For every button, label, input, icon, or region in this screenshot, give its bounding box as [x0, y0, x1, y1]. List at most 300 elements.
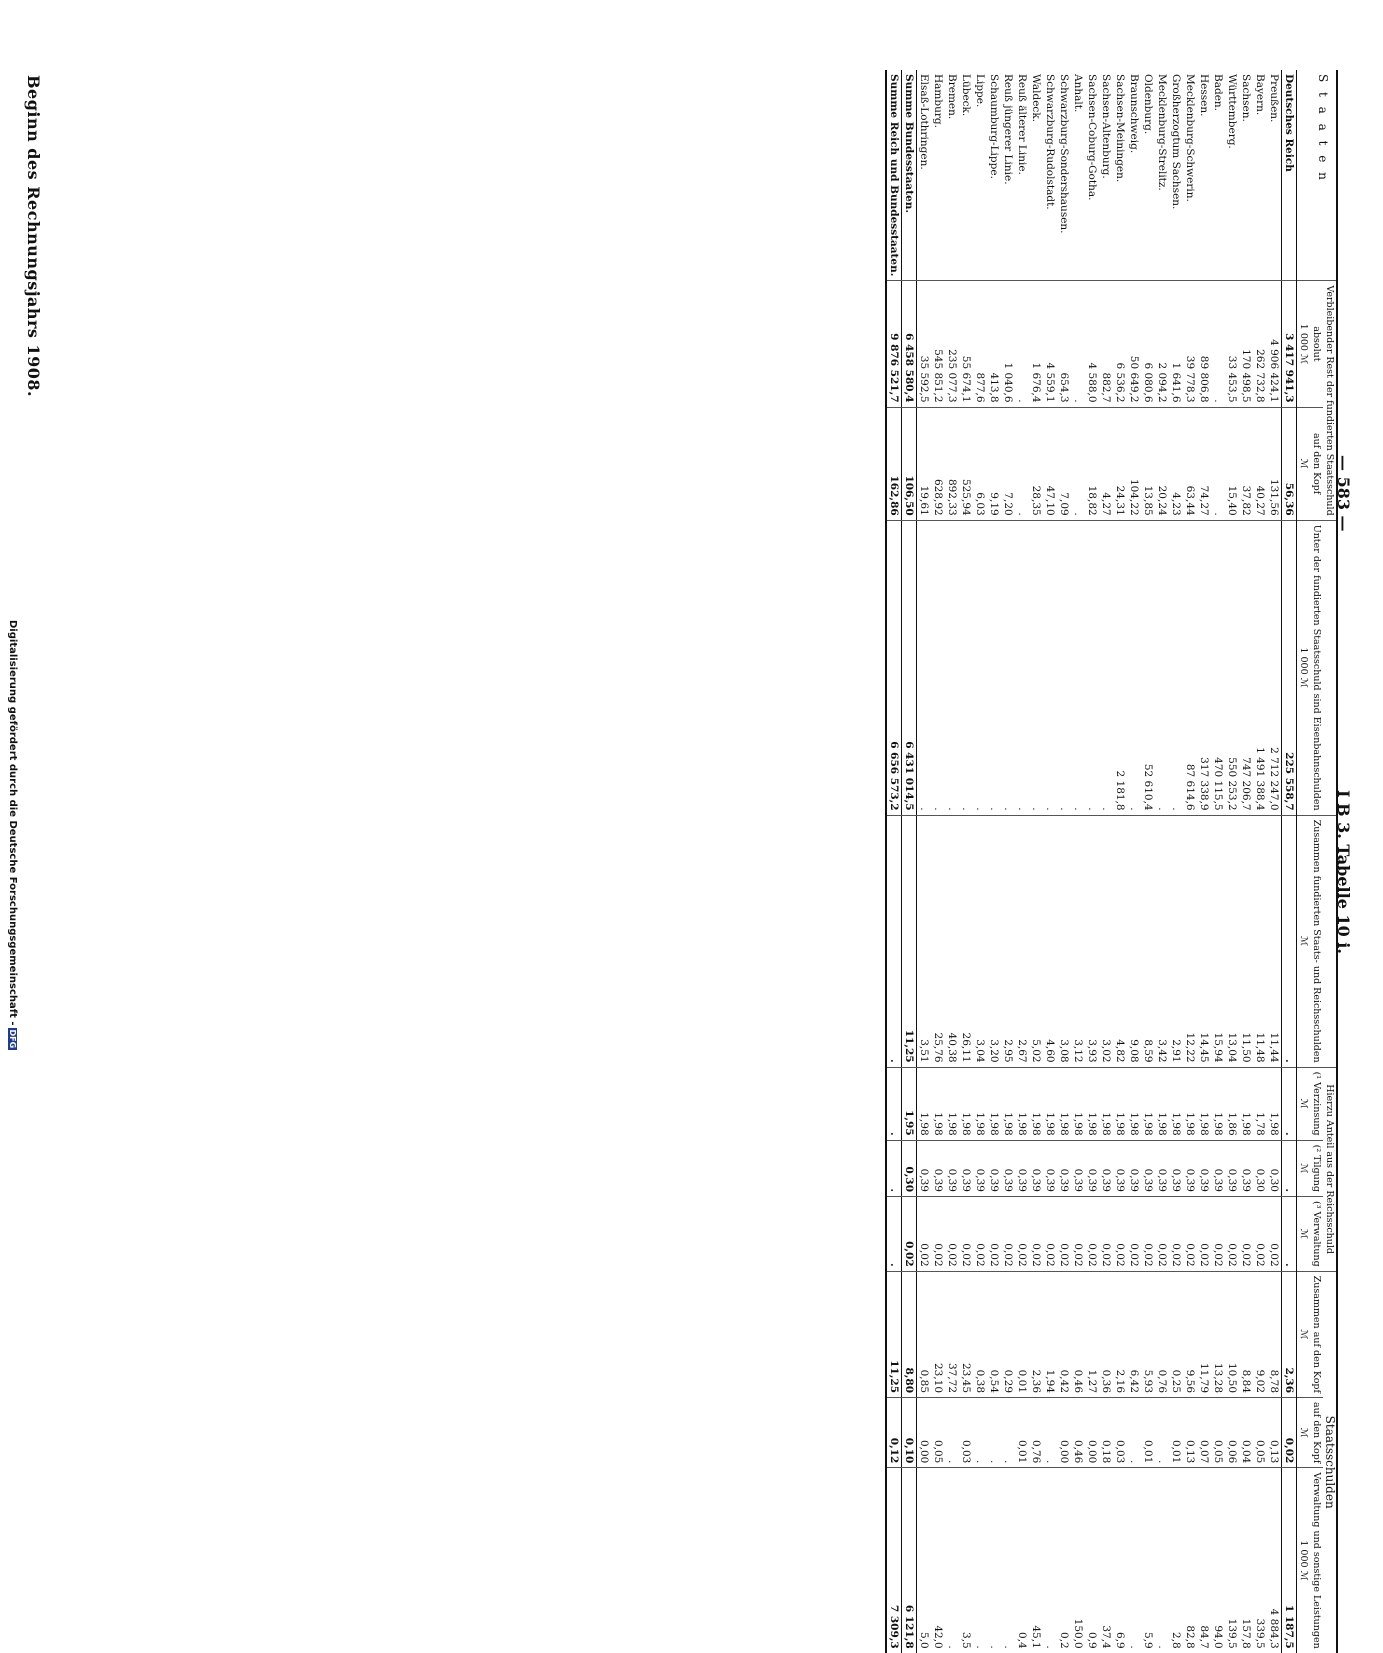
cell-zusammen: 40,38	[945, 815, 959, 1067]
cell-eisenbahn: .	[945, 520, 959, 815]
header-row-groups	[1323, 70, 1337, 1653]
state-name: Waldeck.	[1030, 74, 1042, 123]
cell-zusammen: 2,95	[1001, 815, 1015, 1067]
cell-absolut: 3 417 941,3	[1282, 281, 1297, 407]
state-name: Sachsen-Meiningen.	[1114, 74, 1126, 183]
cell-vkopf: 0,46	[1071, 1398, 1085, 1468]
cell-zkopf: 8,84	[1239, 1271, 1253, 1397]
cell-tilg: 0,39	[931, 1140, 945, 1196]
cell-verz: 1,98	[987, 1067, 1001, 1140]
table-row	[1001, 70, 1015, 1653]
state-name: Sachsen-Altenburg.	[1100, 74, 1112, 179]
cell-verw: 0,02	[1029, 1197, 1043, 1272]
debt-table	[885, 70, 1338, 1653]
cell-verz: 1,98	[1239, 1067, 1253, 1140]
cell-vkopf: 0,05	[1211, 1398, 1225, 1468]
state-name: Summe Bundesstaaten.	[902, 70, 917, 281]
state-name: Schwarzburg-Sondershausen.	[1058, 74, 1070, 234]
cell-zusammen: 12,22	[1183, 815, 1197, 1067]
cell-zusammen: 2,67	[1015, 815, 1029, 1067]
cell-absolut: 9 876 521,7	[886, 281, 902, 407]
cell-zkopf: 2,16	[1113, 1271, 1127, 1397]
cell-verw: 0,02	[1113, 1197, 1127, 1272]
table-row	[931, 70, 945, 1653]
cell-verz: 1,98	[1169, 1067, 1183, 1140]
cell-vkopf: 0,03	[959, 1398, 973, 1468]
sum-bundesstaaten-row	[902, 70, 917, 1653]
cell-tilg: 0,39	[987, 1140, 1001, 1196]
unit-absolut: 1 000 ℳ	[1297, 281, 1311, 407]
cell-verz: 1,98	[917, 1067, 932, 1140]
cell-kopf: .	[1071, 407, 1085, 520]
cell-absolut: 2 094,2	[1155, 281, 1169, 407]
cell-verz: 1,98	[1057, 1067, 1071, 1140]
cell-vsonst: 6,9	[1113, 1468, 1127, 1653]
state-name: Deutsches Reich	[1283, 74, 1295, 172]
state-name: Hamburg.	[932, 74, 944, 128]
dfg-logo-icon: DFG	[8, 1029, 17, 1049]
cell-verz: 1,98	[1211, 1067, 1225, 1140]
cell-eisenbahn: 550 253,2	[1225, 520, 1239, 815]
cell-verw: 0,02	[945, 1197, 959, 1272]
cell-zkopf: 8,80	[902, 1271, 917, 1397]
cell-kopf: 892,33	[945, 407, 959, 520]
cell-absolut: 89 806,8	[1197, 281, 1211, 407]
header-row-units	[1297, 70, 1311, 1653]
cell-verw: .	[1282, 1197, 1297, 1272]
digitization-credit	[7, 620, 18, 1050]
cell-absolut: 413,8	[987, 281, 1001, 407]
cell-absolut: 1 676,4	[1029, 281, 1043, 407]
cell-absolut: .	[1071, 281, 1085, 407]
cell-verw: 0,02	[987, 1197, 1001, 1272]
cell-eisenbahn: .	[1155, 520, 1169, 815]
cell-kopf: 628,92	[931, 407, 945, 520]
cell-absolut: 262 732,8	[1253, 281, 1267, 407]
cell-eisenbahn: .	[987, 520, 1001, 815]
cell-vsonst: 157,8	[1239, 1468, 1253, 1653]
table-row	[1043, 70, 1057, 1653]
cell-vkopf: 0,10	[902, 1398, 917, 1468]
cell-vsonst: 0,4	[1015, 1468, 1029, 1653]
table-row	[1282, 70, 1297, 1653]
cell-kopf: 4,27	[1099, 407, 1113, 520]
cell-zusammen: 11,44	[1267, 815, 1282, 1067]
table-body	[886, 70, 1337, 1653]
state-name: Württemberg.	[1226, 74, 1238, 149]
cell-absolut: 170 498,5	[1239, 281, 1253, 407]
cell-tilg: 0,39	[1001, 1140, 1015, 1196]
states-header: S t a a t e n	[1310, 70, 1337, 281]
table-row	[1267, 70, 1282, 1653]
cell-zkopf: 0,54	[987, 1271, 1001, 1397]
cell-tilg: 0,39	[1225, 1140, 1239, 1196]
cell-tilg: 0,39	[1169, 1140, 1183, 1196]
cell-absolut: 50 649,2	[1127, 281, 1141, 407]
state-name: Baden.	[1212, 74, 1224, 112]
table-row	[1127, 70, 1141, 1653]
cell-tilg: 0,39	[1043, 1140, 1057, 1196]
cell-verw: 0,02	[1155, 1197, 1169, 1272]
unit-zusammen: ℳ	[1297, 815, 1311, 1067]
cell-zusammen: 3,12	[1071, 815, 1085, 1067]
cell-zusammen: 4,82	[1113, 815, 1127, 1067]
cell-tilg: 0,39	[1015, 1140, 1029, 1196]
cell-vkopf: 0,00	[1085, 1398, 1099, 1468]
cell-zkopf: 0,36	[1099, 1271, 1113, 1397]
table-row	[1253, 70, 1267, 1653]
table-row	[1029, 70, 1043, 1653]
state-name: Mecklenburg-Schwerin.	[1184, 74, 1196, 202]
col-verwaltung-sonstige: Verwaltung und sonstige Leistungen	[1310, 1468, 1323, 1653]
cell-vsonst: 5,0	[917, 1468, 932, 1653]
cell-kopf: .	[1211, 407, 1225, 520]
cell-absolut: .	[1015, 281, 1029, 407]
cell-zusammen: .	[886, 815, 902, 1067]
cell-verw: .	[886, 1197, 902, 1272]
cell-verz: 1,98	[1127, 1067, 1141, 1140]
unit-blank	[1297, 70, 1311, 281]
cell-zusammen: 3,02	[1099, 815, 1113, 1067]
cell-vsonst: 84,7	[1197, 1468, 1211, 1653]
cell-kopf: 162,86	[886, 407, 902, 520]
cell-zusammen: 9,08	[1127, 815, 1141, 1067]
cell-tilg: .	[886, 1140, 902, 1196]
table-row	[1057, 70, 1071, 1653]
table-row	[1141, 70, 1155, 1653]
cell-zkopf: 10,50	[1225, 1271, 1239, 1397]
cell-kopf: 74,27	[1197, 407, 1211, 520]
table-row	[1015, 70, 1029, 1653]
cell-zkopf: 13,28	[1211, 1271, 1225, 1397]
cell-eisenbahn: .	[917, 520, 932, 815]
cell-zkopf: 1,94	[1043, 1271, 1057, 1397]
credit-text: Digitalisierung gefördert durch die Deutsche Forschungsgemeinschaft -	[7, 620, 18, 1026]
cell-vkopf: .	[1155, 1398, 1169, 1468]
state-name: Bremen.	[946, 74, 958, 120]
col-verzinsung: (¹ Verzinsung	[1310, 1067, 1323, 1140]
cell-vsonst: 5,9	[1141, 1468, 1155, 1653]
state-name: Reuß älterer Linie.	[1016, 74, 1028, 175]
cell-verw: 0,02	[1253, 1197, 1267, 1272]
cell-vsonst: .	[1127, 1468, 1141, 1653]
cell-verw: 0,02	[1239, 1197, 1253, 1272]
cell-eisenbahn: 6 656 573,2	[886, 520, 902, 815]
cell-absolut: 4 559,1	[1043, 281, 1057, 407]
cell-kopf: 40,27	[1253, 407, 1267, 520]
cell-vkopf: 0,01	[1015, 1398, 1029, 1468]
cell-vsonst: 2,8	[1169, 1468, 1183, 1653]
unit-eisenbahn: 1 000 ℳ	[1297, 520, 1311, 815]
cell-vkopf: 0,01	[1141, 1398, 1155, 1468]
cell-kopf: 15,40	[1225, 407, 1239, 520]
cell-absolut: 1 641,6	[1169, 281, 1183, 407]
cell-verw: 0,02	[959, 1197, 973, 1272]
unit-verw_kopf: ℳ	[1297, 1398, 1311, 1468]
cell-verw: 0,02	[1225, 1197, 1239, 1272]
cell-eisenbahn: .	[1057, 520, 1071, 815]
cell-vsonst: 1 187,5	[1282, 1468, 1297, 1653]
cell-tilg: 0,39	[1127, 1140, 1141, 1196]
cell-verw: 0,02	[917, 1197, 932, 1272]
state-name: Elsaß-Lothringen.	[918, 74, 930, 170]
cell-zusammen: 26,11	[959, 815, 973, 1067]
cell-eisenbahn: .	[1001, 520, 1015, 815]
unit-verwaltung: ℳ	[1297, 1197, 1311, 1272]
cell-absolut: 35 592,5	[917, 281, 932, 407]
cell-vkopf: 0,06	[1225, 1398, 1239, 1468]
col-absolut: absolut	[1310, 281, 1323, 407]
cell-vkopf: 0,13	[1267, 1398, 1282, 1468]
cell-eisenbahn: 87 614,6	[1183, 520, 1197, 815]
cell-absolut: 877,6	[973, 281, 987, 407]
cell-tilg: 0,39	[959, 1140, 973, 1196]
table-row	[1197, 70, 1211, 1653]
cell-verz: .	[886, 1067, 902, 1140]
cell-tilg: 0,39	[1211, 1140, 1225, 1196]
cell-zkopf: 0,46	[1071, 1271, 1085, 1397]
unit-verzinsung: ℳ	[1297, 1067, 1311, 1140]
cell-kopf: 9,19	[987, 407, 1001, 520]
cell-tilg: 0,39	[1141, 1140, 1155, 1196]
cell-kopf: 47,10	[1043, 407, 1057, 520]
cell-eisenbahn: 6 431 014,5	[902, 520, 917, 815]
cell-kopf: 7,20	[1001, 407, 1015, 520]
cell-zkopf: 5,93	[1141, 1271, 1155, 1397]
cell-verw: 0,02	[973, 1197, 987, 1272]
cell-eisenbahn: .	[1169, 520, 1183, 815]
cell-tilg: 0,39	[1057, 1140, 1071, 1196]
cell-tilg: 0,30	[902, 1140, 917, 1196]
table-row	[917, 70, 932, 1653]
cell-vsonst: 0,2	[1057, 1468, 1071, 1653]
cell-kopf: 106,50	[902, 407, 917, 520]
cell-absolut: 882,7	[1099, 281, 1113, 407]
cell-kopf: 131,56	[1267, 407, 1282, 520]
cell-tilg: 0,39	[1197, 1140, 1211, 1196]
cell-verw: 0,02	[1085, 1197, 1099, 1272]
table-row	[1099, 70, 1113, 1653]
cell-verz: 1,98	[1085, 1067, 1099, 1140]
table-row	[1169, 70, 1183, 1653]
cell-verw: 0,02	[1099, 1197, 1113, 1272]
cell-eisenbahn: 2 181,8	[1113, 520, 1127, 815]
state-name: Schwarzburg-Rudolstadt.	[1044, 74, 1056, 210]
state-name: Schaumburg-Lippe.	[988, 74, 1000, 179]
cell-verw: 0,02	[1015, 1197, 1029, 1272]
cell-vsonst: 94,0	[1211, 1468, 1225, 1653]
cell-tilg: 0,39	[1155, 1140, 1169, 1196]
cell-kopf: 6,03	[973, 407, 987, 520]
cell-kopf: 13,85	[1141, 407, 1155, 520]
cell-vsonst: .	[1043, 1468, 1057, 1653]
cell-eisenbahn: .	[931, 520, 945, 815]
section-title: Beginn des Rechnungsjahrs 1908.	[24, 75, 43, 398]
cell-kopf: 18,82	[1085, 407, 1099, 520]
cell-vkopf: 0,13	[1183, 1398, 1197, 1468]
cell-eisenbahn: 1 491 388,4	[1253, 520, 1267, 815]
unit-verw_sonst: 1 000 ℳ	[1297, 1468, 1311, 1653]
cell-zusammen: 3,20	[987, 815, 1001, 1067]
cell-verw: 0,02	[1211, 1197, 1225, 1272]
cell-eisenbahn: .	[1071, 520, 1085, 815]
unit-kopf: ℳ	[1297, 407, 1311, 520]
state-name: Bayern.	[1254, 74, 1266, 116]
table-reference: I B 3. Tabelle 10 i.	[1334, 790, 1353, 954]
cell-verz: 1,98	[1099, 1067, 1113, 1140]
cell-verz: 1,98	[959, 1067, 973, 1140]
table-row	[1211, 70, 1225, 1653]
cell-vkopf: .	[1043, 1398, 1057, 1468]
cell-vsonst: 42,0	[931, 1468, 945, 1653]
cell-vkopf: 0,00	[1057, 1398, 1071, 1468]
cell-zkopf: 2,36	[1282, 1271, 1297, 1397]
cell-vsonst: .	[973, 1468, 987, 1653]
cell-zusammen: 5,02	[1029, 815, 1043, 1067]
col-zusammen-kopf: Zusammen auf den Kopf	[1310, 1271, 1323, 1397]
cell-vkopf: 0,02	[1282, 1398, 1297, 1468]
table-row	[945, 70, 959, 1653]
cell-eisenbahn: 470 115,5	[1211, 520, 1225, 815]
cell-vsonst: 82,8	[1183, 1468, 1197, 1653]
state-name: Anhalt.	[1072, 74, 1084, 113]
cell-zkopf: 0,25	[1169, 1271, 1183, 1397]
cell-vkopf: 0,05	[1253, 1398, 1267, 1468]
state-name: Lippe.	[974, 74, 986, 108]
cell-zkopf: 0,29	[1001, 1271, 1015, 1397]
cell-zusammen: 3,42	[1155, 815, 1169, 1067]
cell-eisenbahn: .	[973, 520, 987, 815]
cell-eisenbahn: 2 712 247,0	[1267, 520, 1282, 815]
cell-vsonst: 150,0	[1071, 1468, 1085, 1653]
cell-verw: 0,02	[1183, 1197, 1197, 1272]
cell-vkopf: 0,18	[1099, 1398, 1113, 1468]
cell-vkopf: 0,76	[1029, 1398, 1043, 1468]
cell-kopf: 20,24	[1155, 407, 1169, 520]
state-name: Sachsen.	[1240, 74, 1252, 122]
cell-zkopf: 0,42	[1057, 1271, 1071, 1397]
cell-vkopf: .	[987, 1398, 1001, 1468]
state-name: Lübeck.	[960, 74, 972, 117]
cell-zkopf: 6,42	[1127, 1271, 1141, 1397]
cell-eisenbahn: 225 558,7	[1282, 520, 1297, 815]
cell-zkopf: 23,45	[959, 1271, 973, 1397]
cell-kopf: 63,44	[1183, 407, 1197, 520]
cell-tilg: 0,39	[1113, 1140, 1127, 1196]
state-name: Oldenburg.	[1142, 74, 1154, 135]
cell-verw: 0,02	[1071, 1197, 1085, 1272]
cell-vsonst: .	[1155, 1468, 1169, 1653]
cell-verw: 0,02	[1001, 1197, 1015, 1272]
cell-kopf: 525,94	[959, 407, 973, 520]
cell-zkopf: 1,27	[1085, 1271, 1099, 1397]
cell-verz: 1,98	[1197, 1067, 1211, 1140]
cell-zkopf: 0,76	[1155, 1271, 1169, 1397]
cell-tilg: 0,39	[945, 1140, 959, 1196]
cell-verz: 1,98	[1113, 1067, 1127, 1140]
cell-eisenbahn: .	[1099, 520, 1113, 815]
cell-tilg: 0,39	[1071, 1140, 1085, 1196]
cell-vkopf: .	[1127, 1398, 1141, 1468]
cell-zusammen: 11,48	[1253, 815, 1267, 1067]
cell-eisenbahn: .	[1085, 520, 1099, 815]
cell-verz: 1,98	[1001, 1067, 1015, 1140]
table-row	[987, 70, 1001, 1653]
cell-absolut: 33 453,5	[1225, 281, 1239, 407]
sum-total-row	[886, 70, 902, 1653]
table-row	[1183, 70, 1197, 1653]
page-number: — 583 —	[1334, 455, 1353, 532]
cell-kopf: 56,36	[1282, 407, 1297, 520]
state-name: Mecklenburg-Strelitz.	[1156, 74, 1168, 191]
cell-kopf: 37,82	[1239, 407, 1253, 520]
table-row	[959, 70, 973, 1653]
col-verwaltung: (³ Verwaltung	[1310, 1197, 1323, 1272]
cell-vkopf: .	[1001, 1398, 1015, 1468]
cell-vsonst: 139,5	[1225, 1468, 1239, 1653]
cell-vsonst: 4 884,3	[1267, 1468, 1282, 1653]
state-name: Preußen.	[1267, 70, 1282, 281]
cell-tilg: 0,39	[1085, 1140, 1099, 1196]
cell-verw: 0,02	[902, 1197, 917, 1272]
cell-zkopf: 37,72	[945, 1271, 959, 1397]
cell-zkopf: 0,38	[973, 1271, 987, 1397]
cell-zusammen: 8,59	[1141, 815, 1155, 1067]
unit-zus_kopf: ℳ	[1297, 1271, 1311, 1397]
cell-kopf: 7,09	[1057, 407, 1071, 520]
cell-eisenbahn: .	[1043, 520, 1057, 815]
col-kopf: auf den Kopf	[1310, 407, 1323, 520]
cell-verz: .	[1282, 1067, 1297, 1140]
cell-tilg: 0,30	[1267, 1140, 1282, 1196]
cell-kopf: 28,35	[1029, 407, 1043, 520]
group-zusammen: Zusammen fundierten Staats- und Reichsschulden	[1310, 815, 1337, 1067]
cell-zkopf: 2,36	[1029, 1271, 1043, 1397]
cell-vkopf: 0,07	[1197, 1398, 1211, 1468]
cell-zkopf: 23,10	[931, 1271, 945, 1397]
cell-eisenbahn: .	[1015, 520, 1029, 815]
cell-kopf: 24,31	[1113, 407, 1127, 520]
cell-verz: 1,98	[1071, 1067, 1085, 1140]
cell-tilg: 0,39	[917, 1140, 932, 1196]
cell-absolut: .	[1211, 281, 1225, 407]
cell-vsonst: 7 309,3	[886, 1468, 902, 1653]
state-name: Hessen.	[1198, 74, 1210, 117]
cell-zkopf: 9,56	[1183, 1271, 1197, 1397]
cell-vsonst: 3,5	[959, 1468, 973, 1653]
cell-verw: 0,02	[1197, 1197, 1211, 1272]
cell-verw: 0,02	[931, 1197, 945, 1272]
cell-vsonst: 339,5	[1253, 1468, 1267, 1653]
table-row	[1113, 70, 1127, 1653]
cell-zusammen: 3,08	[1057, 815, 1071, 1067]
cell-kopf: 4,23	[1169, 407, 1183, 520]
cell-verz: 1,98	[1183, 1067, 1197, 1140]
cell-verz: 1,98	[1015, 1067, 1029, 1140]
cell-vsonst: .	[987, 1468, 1001, 1653]
state-name: Sachsen-Coburg-Gotha.	[1086, 74, 1098, 201]
cell-zusammen: 2,91	[1169, 815, 1183, 1067]
cell-absolut: 654,3	[1057, 281, 1071, 407]
cell-zusammen: 3,51	[917, 815, 932, 1067]
cell-absolut: 39 778,3	[1183, 281, 1197, 407]
cell-verz: 1,98	[1141, 1067, 1155, 1140]
cell-verw: 0,02	[1141, 1197, 1155, 1272]
cell-zusammen: .	[1282, 815, 1297, 1067]
table-row	[1071, 70, 1085, 1653]
col-tilgung: (² Tilgung	[1310, 1140, 1323, 1196]
cell-vkopf: 0,04	[1239, 1398, 1253, 1468]
